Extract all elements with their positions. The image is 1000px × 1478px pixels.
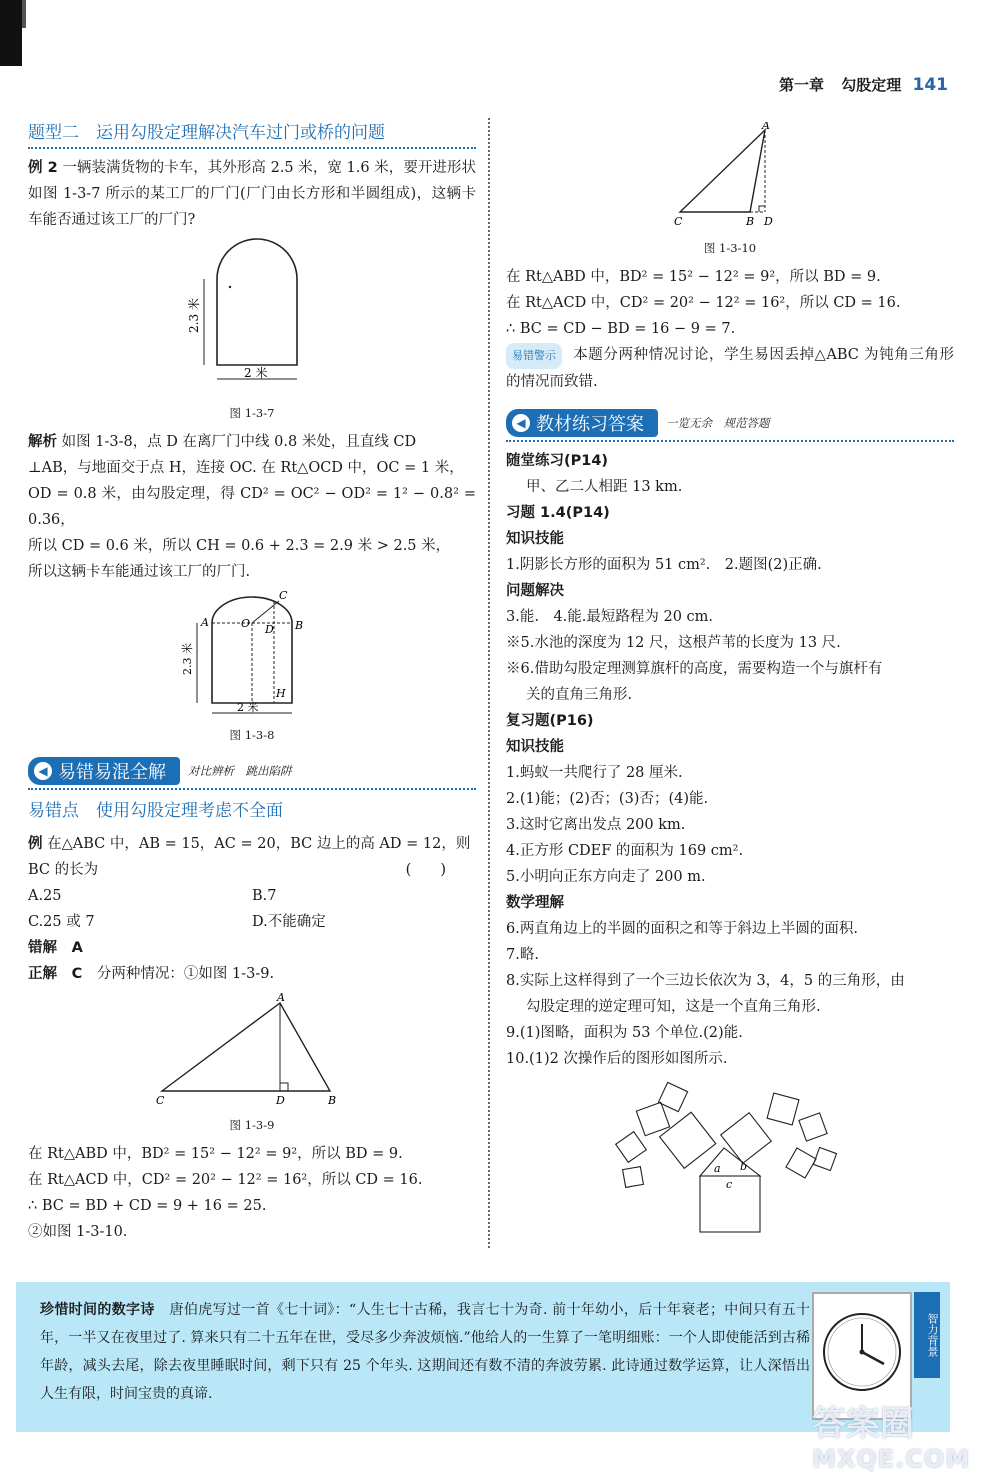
answer-item: 7.略. [506, 947, 539, 963]
wrong-answer-row [28, 935, 476, 961]
banner-title: 易错易混全解 [58, 762, 166, 783]
fig2-label-b: B [295, 619, 304, 632]
fig2-label-d: D [265, 623, 274, 636]
banner-pill [506, 409, 658, 437]
figure-1-3-10 [506, 122, 954, 236]
pitfall-banner [28, 757, 476, 790]
pythagoras-tree-diagram [610, 1076, 850, 1236]
answer-item: 1.阴影长方形的面积为 51 cm². 2.题图(2)正确. [506, 557, 822, 573]
answer-item: 9.(1)图略，面积为 53 个单位.(2)能. [506, 1025, 743, 1041]
banner-title: 教材练习答案 [536, 414, 644, 435]
answers-banner [506, 409, 954, 442]
answer-item: 10.(1)2 次操作后的图形如图所示. [506, 1051, 728, 1067]
obtuse-triangle-diagram [660, 122, 800, 232]
answer-blank: ( ) [405, 862, 446, 878]
footer-body: 唐伯虎写过一首《七十词》：“人生七十古稀，我言七十为奇. 前十年幼小，后十年衰老；中间只有五十年，一半又在夜里过了. 算来只有二十五年在世，受尽多少奔波烦恼.”他给人的一生算了一笔明细账：一个人即使能活到古稀年龄，减头去尾，除去夜里睡眠时间，剩下只有 25 个年头. 这期间还有数不清的奔波劳累. 此诗通过数学运算，让人深悟出人生有限，时间宝贵的真谛. [40, 1302, 811, 1402]
wrong-answer: A [71, 940, 83, 956]
figure-caption: 图 1-3-7 [229, 406, 275, 420]
section-title: 题型二 运用勾股定理解决汽车过门或桥的问题 [28, 118, 476, 149]
choices [28, 883, 476, 935]
right-answer-row [28, 961, 476, 987]
answer-item: 勾股定理的逆定理可知，这是一个直角三角形. [526, 999, 821, 1015]
fig3-label-c: C [156, 1094, 165, 1107]
working-line: ∴ BC = CD − BD = 16 − 9 = 7. [506, 321, 736, 337]
answer-section-heading: 习题 1.4(P14) [506, 505, 610, 521]
solution-line: 如图 1-3-8，点 D 在离厂门中线 0.8 米处，且直线 CD [61, 434, 417, 450]
footer-title: 珍惜时间的数字诗 [40, 1302, 155, 1318]
megaphone-icon: ◀ [34, 762, 52, 780]
gate-diagram [172, 237, 332, 397]
right-answer: C [71, 966, 83, 982]
watermark [812, 1396, 970, 1473]
choice-d: D.不能确定 [252, 914, 326, 930]
fig2-width-label: 2 米 [237, 701, 259, 714]
example-label: 例 [28, 836, 43, 852]
solution-paragraph [28, 429, 476, 585]
figure-caption: 图 1-3-10 [703, 241, 757, 255]
example-question-row [28, 857, 476, 883]
footer-paragraph [40, 1296, 810, 1408]
page-number: 141 [912, 75, 948, 95]
answer-item: ※6.借助勾股定理测算旗杆的高度，需要构造一个与旗杆有 [506, 661, 883, 677]
right-text: 分两种情况：①如图 1-3-9. [96, 966, 275, 982]
fig2-label-o: O [241, 617, 251, 630]
fig2-label-c: C [279, 589, 288, 602]
fig4-label-d: D [764, 215, 773, 228]
answer-section-heading: 知识技能 [506, 739, 564, 755]
left-column [28, 118, 476, 1245]
gate-diagram-annotated [167, 589, 337, 719]
answer-item: 关的直角三角形. [526, 687, 633, 703]
binding-mark-thin [22, 0, 26, 28]
choice-a: A.25 [28, 888, 62, 904]
watermark-line-2: MXQE.COM [812, 1445, 971, 1473]
answer-sections [506, 448, 954, 1072]
figure-1-3-8 [28, 589, 476, 723]
fig3-label-b: B [328, 1094, 337, 1107]
answer-item: 2.(1)能；(2)否；(3)否；(4)能. [506, 791, 709, 807]
fig2-height-label: 2.3 米 [181, 643, 194, 675]
example-body-2: BC 的长为 [28, 862, 99, 878]
binding-mark [0, 0, 22, 66]
fig2-label-h: H [276, 687, 286, 700]
side-tab: 智力背景 [914, 1292, 940, 1378]
answer-section-heading: 复习题(P16) [506, 713, 594, 729]
answer-item: ※5.水池的深度为 12 尺，这根芦苇的长度为 13 尺. [506, 635, 841, 651]
fig4-label-c: C [674, 215, 683, 228]
solution-line: 所以这辆卡车能通过该工厂的厂门. [28, 564, 251, 580]
column-divider [488, 118, 490, 1248]
working-line: ∴ BC = BD + CD = 9 + 16 = 25. [28, 1198, 267, 1214]
answer-item: 甲、乙二人相距 13 km. [526, 479, 683, 495]
solution-line: ⊥AB，与地面交于点 H，连接 OC. 在 Rt△OCD 中，OC = 1 米， [28, 460, 464, 476]
answer-item: 6.两直角边上的半圆的面积之和等于斜边上半圆的面积. [506, 921, 858, 937]
watermark-line-1: 答案圈 [812, 1404, 914, 1444]
tree-label-c: c [726, 1178, 733, 1191]
fig3-label-d: D [276, 1094, 285, 1107]
chapter-label: 第一章 [779, 76, 825, 94]
solution-line: 所以 CD = 0.6 米，所以 CH = 0.6 + 2.3 = 2.9 米 > 2.5 米， [28, 538, 451, 554]
example2-text [28, 155, 476, 233]
working-line: 在 Rt△ACD 中，CD² = 20² − 12² = 16²，所以 CD = 16. [506, 295, 901, 311]
fig2-label-a: A [201, 616, 209, 629]
banner-subtitle: 对比辨析 跳出陷阱 [188, 764, 292, 778]
working-line: 在 Rt△ACD 中，CD² = 20² − 12² = 16²，所以 CD = 16. [28, 1172, 423, 1188]
answer-section-heading: 问题解决 [506, 583, 564, 599]
answer-item: 3.这时它离出发点 200 km. [506, 817, 686, 833]
pitfall-title: 易错点 使用勾股定理考虑不全面 [28, 801, 283, 821]
fig4-label-b: B [746, 215, 755, 228]
answer-item: 1.蚂蚁一共爬行了 28 厘米. [506, 765, 683, 781]
example-text [28, 831, 476, 857]
answer-section-heading: 知识技能 [506, 531, 564, 547]
chapter-title: 勾股定理 [841, 76, 902, 94]
answer-section-heading: 数学理解 [506, 895, 564, 911]
answer-item: 8.实际上这样得到了一个三边长依次为 3，4，5 的三角形，由 [506, 973, 905, 989]
warning-tag: 易错警示 [506, 343, 562, 369]
wrong-label: 错解 [28, 940, 57, 956]
right-label: 正解 [28, 966, 57, 982]
figure-1-3-9 [28, 991, 476, 1113]
example2-label: 例 2 [28, 160, 58, 176]
fig1-height-label: 2.3 米 [187, 298, 201, 333]
fig4-label-a: A [762, 122, 770, 132]
warning-text: 本题分两种情况讨论，学生易因丢掉△ABC 为钝角三角形的情况而致错. [506, 347, 955, 390]
tree-label-a: a [714, 1162, 721, 1175]
warning-paragraph [506, 342, 954, 395]
example-body: 在△ABC 中，AB = 15，AC = 20，BC 边上的高 AD = 12，则 [47, 836, 471, 852]
banner-pill [28, 757, 180, 785]
figure-caption: 图 1-3-9 [229, 1118, 275, 1132]
pythagoras-tree-figure [506, 1076, 954, 1240]
choice-c: C.25 或 7 [28, 914, 95, 930]
working-line: 在 Rt△ABD 中，BD² = 15² − 12² = 9²，所以 BD = 9. [506, 269, 881, 285]
page-header [779, 74, 948, 95]
solution-label: 解析 [28, 434, 57, 450]
right-column [506, 118, 954, 1244]
working-line: 在 Rt△ABD 中，BD² = 15² − 12² = 9²，所以 BD = 9. [28, 1146, 403, 1162]
tree-label-b: b [740, 1160, 748, 1173]
megaphone-icon: ◀ [512, 414, 530, 432]
choice-b: B.7 [252, 888, 277, 904]
solution-line: OD = 0.8 米，由勾股定理，得 CD² = OC² − OD² = 1² − 0.8² = 0.36， [28, 486, 476, 528]
triangle-diagram [152, 991, 352, 1109]
fig3-label-a: A [277, 991, 285, 1004]
fig1-width-label: 2 米 [244, 366, 268, 380]
figure-caption: 图 1-3-8 [229, 728, 275, 742]
figure-1-3-7 [28, 237, 476, 401]
working-line: ②如图 1-3-10. [28, 1224, 128, 1240]
example2-body: 一辆装满货物的卡车，其外形高 2.5 米，宽 1.6 米，要开进形状如图 1-3-7 所示的某工厂的厂门(厂门由长方形和半圆组成)，这辆卡车能否通过该工厂的厂门? [28, 160, 476, 228]
answer-section-heading: 随堂练习(P14) [506, 453, 609, 469]
answer-item: 4.正方形 CDEF 的面积为 169 cm². [506, 843, 744, 859]
answer-item: 5.小明向正东方向走了 200 m. [506, 869, 706, 885]
banner-subtitle: 一览无余 规范答题 [666, 416, 770, 430]
answer-item: 3.能. 4.能.最短路程为 20 cm. [506, 609, 714, 625]
